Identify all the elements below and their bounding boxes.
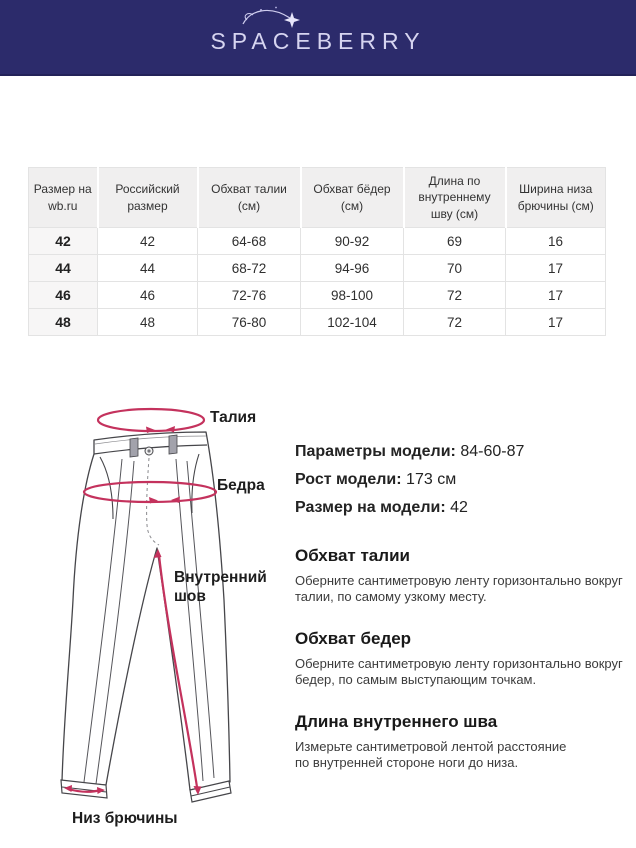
cell-inseam: 72 <box>404 309 506 336</box>
table-row <box>29 282 606 309</box>
hem-label: Низ брючины <box>72 810 178 827</box>
cell-ru-size: 42 <box>98 228 198 255</box>
column-header-inseam: Длина по внутреннему шву (см) <box>404 168 506 228</box>
section-inseam-text: по внутренней стороне ноги до низа. <box>295 755 519 770</box>
waist-ellipse <box>98 409 204 431</box>
model-parameters-label: Параметры модели: <box>295 443 456 460</box>
cell-wb-size: 48 <box>29 309 98 336</box>
cell-hem-width: 16 <box>506 228 606 255</box>
cell-waist: 76-80 <box>198 309 301 336</box>
section-hips-text: бедер, по самым выступающим точкам. <box>295 672 537 687</box>
column-header-hips: Обхват бёдер (см) <box>301 168 404 228</box>
cell-inseam: 72 <box>404 282 506 309</box>
section-inseam-title: Длина внутреннего шва <box>295 712 498 731</box>
size-table-header-row <box>29 168 606 228</box>
table-row <box>29 228 606 255</box>
brand-header <box>0 0 636 76</box>
model-height-label: Рост модели: <box>295 471 402 488</box>
column-header-waist: Обхват талии (см) <box>198 168 301 228</box>
cell-hem-width: 17 <box>506 282 606 309</box>
cell-ru-size: 48 <box>98 309 198 336</box>
cell-waist: 72-76 <box>198 282 301 309</box>
model-parameters-row <box>295 438 625 466</box>
size-table <box>28 167 606 336</box>
table-row <box>29 255 606 282</box>
model-size-value: 42 <box>450 499 468 516</box>
cell-hem-width: 17 <box>506 309 606 336</box>
section-hips <box>295 629 625 688</box>
cell-inseam: 69 <box>404 228 506 255</box>
cell-waist: 68-72 <box>198 255 301 282</box>
model-parameters-value: 84-60-87 <box>460 443 525 460</box>
inseam-label: Внутренний шов <box>174 569 267 606</box>
cell-ru-size: 46 <box>98 282 198 309</box>
cell-waist: 64-68 <box>198 228 301 255</box>
brand-name: SPACEBERRY <box>210 27 426 54</box>
section-waist <box>295 546 625 605</box>
cell-wb-size: 46 <box>29 282 98 309</box>
brand-logo <box>210 28 425 55</box>
cell-hem-width: 17 <box>506 255 606 282</box>
cell-hips: 102-104 <box>301 309 404 336</box>
column-header-ru-size: Российский размер <box>98 168 198 228</box>
comet-icon <box>240 4 302 31</box>
belt-loop <box>169 435 177 454</box>
cell-hips: 94-96 <box>301 255 404 282</box>
section-hips-title: Обхват бедер <box>295 629 412 648</box>
model-height-value: 173 см <box>406 471 457 488</box>
section-waist-text: талии, по самому узкому месту. <box>295 589 487 604</box>
section-waist-text: Оберните сантиметровую ленту горизонтально вокруг <box>295 573 623 588</box>
measurement-info-column <box>295 438 625 771</box>
waist-label: Талия <box>210 409 257 426</box>
cell-ru-size: 44 <box>98 255 198 282</box>
section-inseam <box>295 712 625 771</box>
section-hips-text: Оберните сантиметровую ленту горизонтально вокруг <box>295 656 623 671</box>
table-row <box>29 309 606 336</box>
model-size-row <box>295 494 625 522</box>
section-waist-title: Обхват талии <box>295 546 410 565</box>
cell-inseam: 70 <box>404 255 506 282</box>
cell-hips: 98-100 <box>301 282 404 309</box>
belt-loop <box>130 438 138 457</box>
model-height-row <box>295 466 625 494</box>
cell-hips: 90-92 <box>301 228 404 255</box>
section-inseam-text: Измерьте сантиметровой лентой расстояние <box>295 739 567 754</box>
cell-wb-size: 44 <box>29 255 98 282</box>
column-header-hem-width: Ширина низа брючины (см) <box>506 168 606 228</box>
cell-wb-size: 42 <box>29 228 98 255</box>
hips-label: Бедра <box>217 477 265 494</box>
model-size-label: Размер на модели: <box>295 499 446 516</box>
column-header-wb-size: Размер на wb.ru <box>29 168 98 228</box>
